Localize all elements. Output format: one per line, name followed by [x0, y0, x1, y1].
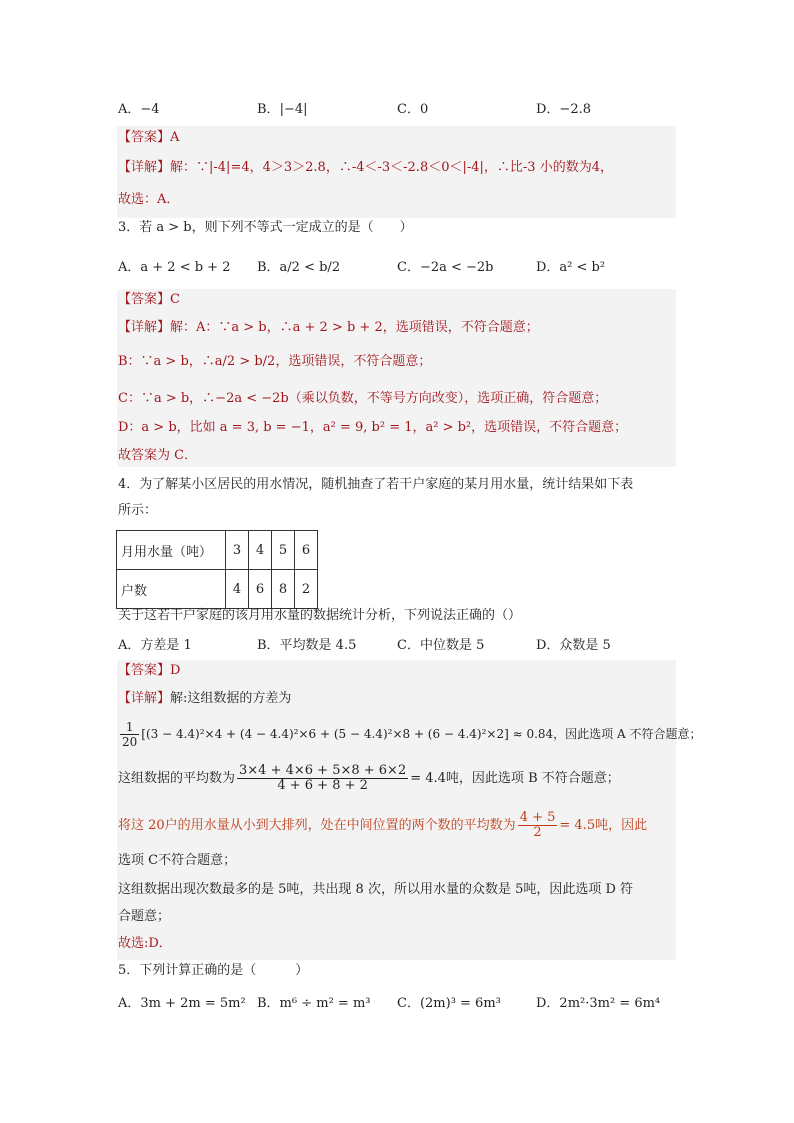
q3-detail-text-1: 解：A：∵a > b，∴a + 2 > b + 2，选项错误，不符合题意；: [170, 320, 539, 335]
q4-option-b: B．平均数是 4.5: [257, 638, 357, 653]
median-denominator: 2: [533, 825, 542, 840]
q3-option-b: B．a/2 < b/2: [257, 260, 341, 275]
median-prefix: 将这 20户的用水量从小到大排列，处在中间位置的两个数的平均数为: [118, 818, 516, 833]
q4-detail-intro-text: 解:这组数据的方差为: [170, 691, 292, 706]
q5-option-b: B．m⁶ ÷ m² = m³: [257, 996, 371, 1011]
q4-detail-label: 【详解】: [118, 691, 171, 706]
q2-option-c: C．0: [397, 102, 429, 117]
q3-detail-label: 【详解】: [118, 320, 171, 335]
q5-option-d: D．2m²·3m² = 6m⁴: [536, 996, 661, 1011]
q3-detail-line-1: [118, 318, 539, 338]
mean-tail: = 4.4吨，因此选项 B 不符合题意；: [410, 771, 620, 786]
water-usage-table: [116, 530, 318, 609]
q5-option-a: A．3m + 2m = 5m²: [118, 996, 246, 1011]
q4-detail-intro: [118, 689, 291, 709]
q2-option-a: A．−4: [118, 102, 160, 117]
q4-mean-line: [118, 760, 620, 798]
q5-option-c: C．(2m)³ = 6m³: [397, 996, 501, 1011]
table-cell: 4: [226, 570, 249, 609]
q2-option-b-prefix: B．: [257, 102, 280, 117]
table-cell: 8: [272, 570, 295, 609]
q4-option-c: C．中位数是 5: [397, 638, 485, 653]
q4-mode-line-1: 这组数据出现次数最多的是 5吨，共出现 8 次，所以用水量的众数是 5吨，因此选项 D 符: [118, 882, 634, 897]
q4-mode-line-2: 合题意；: [118, 909, 171, 924]
q4-median-line: [118, 808, 647, 844]
q4-stem-line-1: 4．为了解某小区居民的用水情况，随机抽查了若干户家庭的某月用水量，统计结果如下表: [118, 477, 634, 492]
table-row: [117, 570, 318, 609]
q3-detail-line-5: 故答案为 C．: [118, 448, 198, 463]
variance-tail: ，因此选项 A 不符合题意；: [553, 727, 702, 741]
q5-stem: 5．下列计算正确的是（ ）: [118, 963, 309, 978]
table-cell: 3: [226, 531, 249, 570]
mean-denominator: 4 + 6 + 8 + 2: [277, 778, 368, 793]
median-fraction: [518, 811, 558, 840]
median-numerator: 4 + 5: [519, 810, 556, 825]
table-cell: 5: [272, 531, 295, 570]
q3-stem: 3．若 a > b，则下列不等式一定成立的是（ ）: [118, 220, 413, 235]
variance-expression: [(3 − 4.4)²×4 + (4 − 4.4)²×6 + (5 − 4.4)²×8 + (6 − 4.4)²×2] ≈ 0.84: [141, 727, 554, 741]
table-row: [117, 531, 318, 570]
q2-choose: 故选：A．: [118, 192, 180, 207]
q4-option-a: A．方差是 1: [118, 638, 192, 653]
q2-detail-label: 【详解】: [118, 160, 171, 175]
q4-choose: 故选:D．: [118, 936, 172, 951]
q2-detail-text: 解：∵|-4|=4，4＞3＞2.8，∴-4＜-3＜-2.8＜0＜|-4|，∴比-3 小的数为4，: [170, 160, 613, 175]
q3-detail-line-2: B：∵a > b，∴a/2 > b/2，选项错误，不符合题意；: [118, 354, 432, 369]
table-cell: 6: [249, 570, 272, 609]
q3-answer: 【答案】C: [118, 292, 180, 307]
q3-detail-line-4: D：a > b，比如 a = 3, b = −1，a² = 9, b² = 1，a² > b²，选项错误，不符合题意；: [118, 420, 628, 435]
q2-answer: 【答案】A: [118, 130, 180, 145]
q3-answer-block: [117, 289, 676, 467]
q4-answer: 【答案】D: [118, 663, 181, 678]
q4-question: 关于这若干户家庭的该月用水量的数据统计分析，下列说法正确的（）: [118, 608, 522, 623]
mean-prefix: 这组数据的平均数为: [118, 771, 236, 786]
table-header-households: 户数: [117, 570, 226, 609]
q4-option-d: D．众数是 5: [536, 638, 611, 653]
table-cell: 6: [295, 531, 318, 570]
q2-option-b: [257, 98, 308, 117]
q3-option-c: C．−2a < −2b: [397, 260, 494, 275]
mean-fraction: [237, 764, 408, 793]
q4-median-line-2: 选项 C不符合题意；: [118, 853, 237, 868]
q2-option-b-math: |−4|: [279, 102, 308, 117]
q2-detail: [118, 158, 613, 178]
q2-option-d: D．−2.8: [536, 102, 591, 117]
q4-variance-line: [118, 716, 701, 752]
table-cell: 4: [249, 531, 272, 570]
table-cell: 2: [295, 570, 318, 609]
q4-stem-line-2: 所示：: [118, 503, 158, 518]
median-tail: = 4.5吨，因此: [559, 818, 648, 833]
q3-option-d: D．a² < b²: [536, 260, 606, 275]
q3-detail-line-3: C：∵a > b，∴−2a < −2b（乘以负数，不等号方向改变），选项正确，符合题意；: [118, 391, 608, 406]
q3-option-a: A．a + 2 < b + 2: [118, 260, 231, 275]
mean-numerator: 3×4 + 4×6 + 5×8 + 6×2: [239, 763, 407, 778]
variance-fraction: $\frac{1}{20}$: [122, 720, 138, 749]
table-header-usage: 月用水量（吨）: [117, 531, 226, 570]
